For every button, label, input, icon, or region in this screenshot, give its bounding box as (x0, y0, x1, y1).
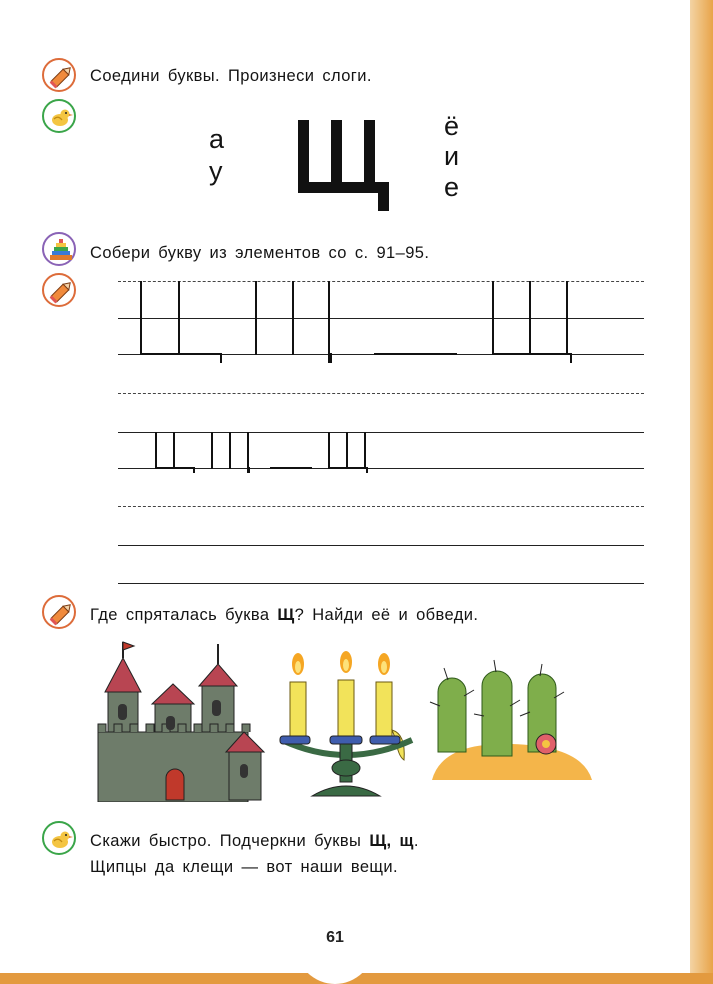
vowel-i[interactable]: и (444, 141, 460, 171)
bird-icon (42, 821, 76, 855)
tongue-twister[interactable]: Щипцы да клещи — вот наши вещи. (90, 858, 398, 876)
castle-picture[interactable] (96, 640, 268, 802)
task-instruction-find: Где спряталась буква Щ? Найди её и обведи. (90, 606, 479, 624)
task-instruction-say: Скажи быстро. Подчеркни буквы Щ, щ. (90, 832, 419, 850)
vowel-u[interactable]: у (209, 156, 223, 186)
page-number-badge (296, 906, 374, 984)
candelabrum-picture[interactable] (278, 650, 418, 800)
bird-icon (42, 99, 76, 133)
task-instruction-connect: Соедини буквы. Произнеси слоги. (90, 67, 372, 85)
page-edge (690, 0, 713, 973)
pyramid-icon (42, 232, 76, 266)
page-number: 61 (326, 929, 344, 946)
vowel-yo[interactable]: ё (444, 111, 460, 141)
task-instruction-assemble: Собери букву из элементов со с. 91–95. (90, 244, 430, 262)
vowel-a[interactable]: а (209, 124, 225, 154)
pencil-icon (42, 58, 76, 92)
cacti-picture[interactable] (428, 656, 592, 786)
pencil-icon (42, 595, 76, 629)
letter-shch-large (298, 120, 390, 212)
vowel-e[interactable]: е (444, 172, 460, 202)
pencil-icon (42, 273, 76, 307)
